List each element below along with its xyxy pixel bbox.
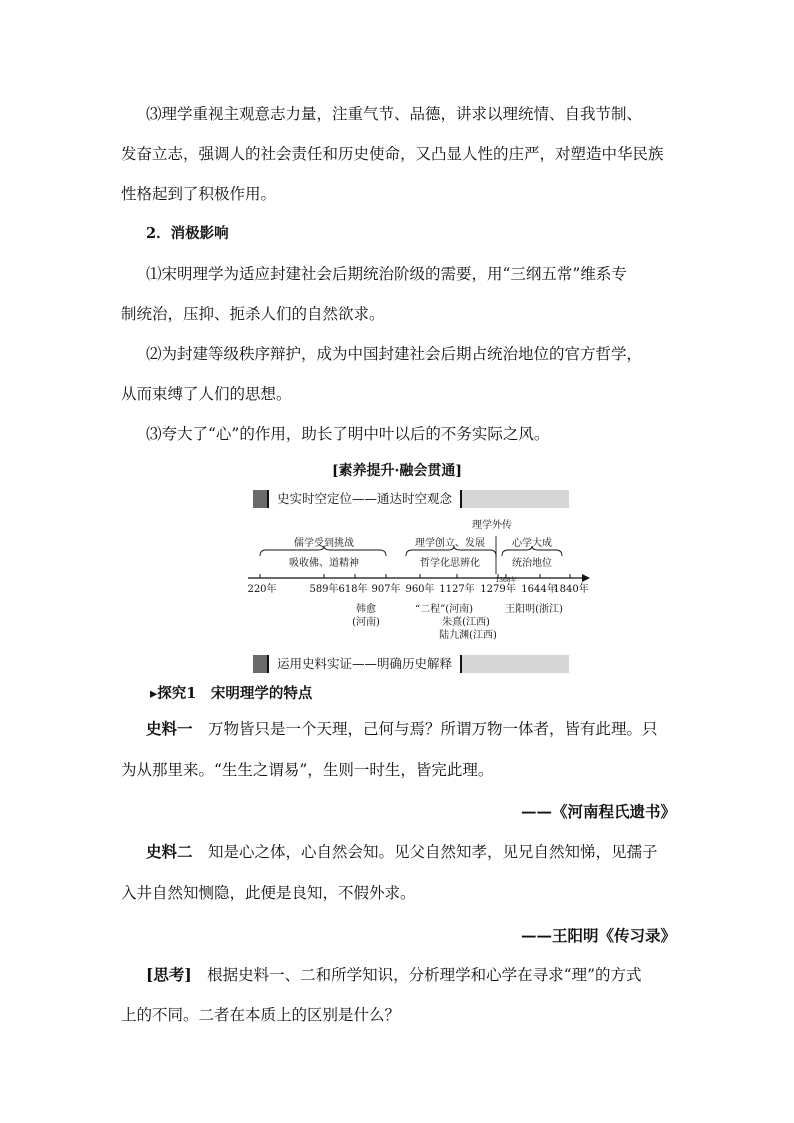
year-1644: 1644年 (521, 584, 557, 595)
negative-item-1-line-2: 制统治，压抑、扼杀人们的自然欲求。 (121, 305, 385, 323)
source-1-label: 史料一 (146, 719, 193, 738)
year-1127: 1127年 (439, 584, 475, 595)
bar-block (253, 655, 267, 673)
label-ercheng: “二程”(河南) (414, 604, 474, 615)
year-960: 960年 (405, 584, 435, 595)
source-2-text: 知是心之体，心自然会知。见父自然知孝，见兄自然知悌，见孺子 (192, 843, 658, 861)
think-label: [思考] (146, 965, 192, 984)
source-1-line-2: 为从那里来。“生生之谓易”，生则一时生，皆完此理。 (121, 761, 494, 779)
timeline (240, 512, 590, 652)
inquiry-title: ▸探究1 宋明理学的特点 (150, 685, 313, 702)
think-line-1 (146, 965, 676, 985)
year-220: 220年 (247, 584, 277, 595)
label-xinxue: 心学大成 (512, 538, 552, 549)
year-907: 907年 (371, 584, 401, 595)
evidence-bar-label: 运用史料实证——明确历史解释 (267, 655, 462, 673)
think-text: 根据史料一、二和所学知识，分析理学和心学在寻求“理”的方式 (191, 966, 642, 984)
label-wangyangming: 王阳明(浙江) (505, 604, 563, 615)
spacetime-bar (253, 490, 569, 508)
bar-block (253, 490, 267, 508)
negative-item-3: ⑶夸大了“心”的作用，助长了明中叶以后的不务实际之风。 (146, 425, 550, 443)
label-philosophical: 哲学化思辨化 (420, 558, 480, 569)
source-1-text: 万物皆只是一个天理，己何与焉？所谓万物一体者，皆有此理。只 (192, 720, 658, 738)
source-1-citation: ——《河南程氏遗书》 (520, 802, 676, 821)
section-title: [素养提升·融会贯通] (331, 463, 463, 479)
label-absorb: 吸收佛、道精神 (289, 558, 359, 569)
source-2-line-1 (146, 842, 676, 862)
negative-item-1-line-1: ⑴宋明理学为适应封建社会后期统治阶级的需要，用“三纲五常”维系专 (146, 265, 627, 283)
negative-heading: 2．消极影响 (146, 225, 229, 242)
year-1279: 1279年 (480, 584, 516, 595)
positive-item-3-line-2: 发奋立志，强调人的社会责任和历史使命，又凸显人性的庄严，对塑造中华民族 (121, 145, 664, 163)
source-2-citation: ——王阳明《传习录》 (520, 926, 676, 945)
positive-item-3-line-3: 性格起到了积极作用。 (121, 185, 277, 203)
source-1-line-1 (146, 719, 676, 739)
year-1840: 1840年 (553, 584, 589, 595)
label-dominant: 统治地位 (512, 558, 552, 569)
think-line-2: 上的不同。二者在本质上的区别是什么？ (121, 1006, 401, 1024)
label-zhuxi: 朱熹(江西) (442, 617, 490, 628)
positive-item-3-line-1: ⑶理学重视主观意志力量，注重气节、品德，讲求以理统情、自我节制、 (146, 105, 643, 123)
year-1368: 1368年 (495, 577, 517, 584)
negative-item-2-line-1: ⑵为封建等级秩序辩护，成为中国封建社会后期占统治地位的官方哲学， (146, 345, 643, 363)
year-618: 618年 (338, 584, 368, 595)
label-founding: 理学创立、发展 (415, 538, 485, 549)
evidence-bar (253, 655, 569, 673)
source-2-label: 史料二 (146, 842, 193, 861)
label-challenge: 儒学受到挑战 (294, 538, 354, 549)
timeline-arrow-icon (582, 574, 590, 582)
negative-item-2-line-2: 从而束缚了人们的思想。 (121, 385, 292, 403)
spacetime-bar-label: 史实时空定位——通达时空观念 (267, 490, 462, 508)
label-lujiuyuan: 陆九渊(江西) (439, 630, 497, 641)
label-hanyu-place: (河南) (352, 617, 380, 628)
label-spread: 理学外传 (472, 520, 512, 531)
label-hanyu: 韩愈 (356, 604, 376, 615)
year-589: 589年 (309, 584, 339, 595)
source-2-line-2: 入井自然知恻隐，此便是良知，不假外求。 (121, 884, 416, 902)
